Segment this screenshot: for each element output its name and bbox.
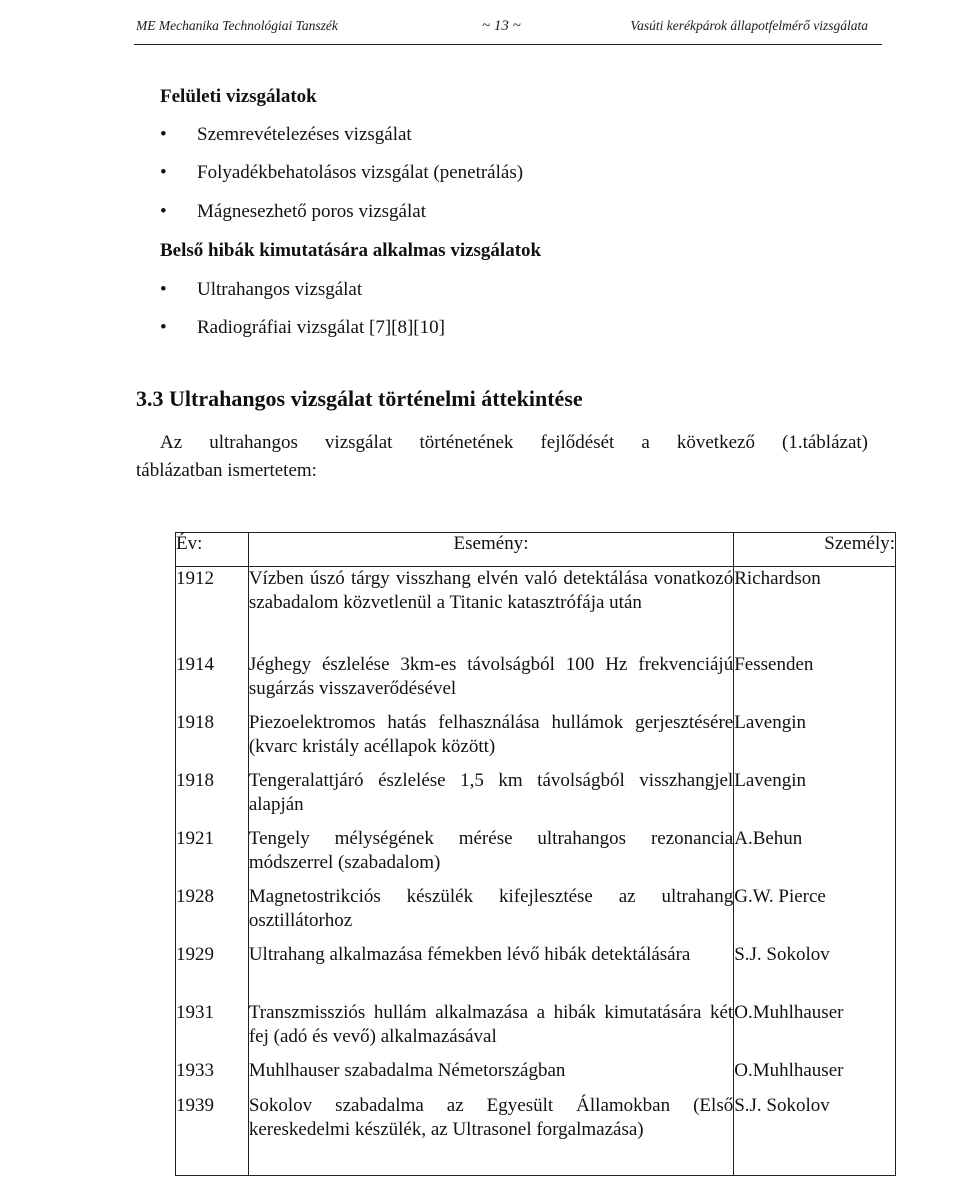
person-cell: Richardson [734,567,896,653]
year-cell: 1931 [176,1001,249,1059]
table-row [176,1059,896,1094]
history-table [175,532,896,1176]
person-cell: Fessenden [734,653,896,711]
surface-tests-heading: Felületi vizsgálatok [160,86,317,107]
person-cell: Lavengin [734,769,896,827]
person-cell: O.Muhlhauser [734,1001,896,1059]
bullet-icon: • [160,124,167,145]
event-cell: Sokolov szabadalma az Egyesült Államokban (Első kereskedelmi készülék, az Ultrasonel forgalmazása) [248,1094,733,1176]
year-cell: 1939 [176,1094,249,1176]
column-header-person: Személy: [734,533,896,567]
header-department: ME Mechanika Technológiai Tanszék [136,18,338,33]
event-cell: Tengely mélységének mérése ultrahangos rezonancia módszerrel (szabadalom) [248,827,733,885]
column-header-event: Esemény: [248,533,733,567]
column-header-year: Év: [176,533,249,567]
bullet-icon: • [160,162,167,183]
table-row [176,711,896,769]
list-item-label: Folyadékbehatolásos vizsgálat (penetrálás) [197,162,524,183]
list-item-label: Ultrahangos vizsgálat [197,279,363,300]
table-row [176,943,896,1001]
person-cell: O.Muhlhauser [734,1059,896,1094]
intro-paragraph-line-1: Az ultrahangos vizsgálat történetének fejlődését a következő (1.táblázat) [160,432,868,453]
table-row [176,653,896,711]
table-row [176,885,896,943]
list-item-label: Szemrevételezéses vizsgálat [197,124,412,145]
year-cell: 1918 [176,769,249,827]
bullet-icon: • [160,317,167,338]
person-cell: S.J. Sokolov [734,1094,896,1176]
event-cell: Tengeralattjáró észlelése 1,5 km távolságból visszhangjel alapján [248,769,733,827]
event-cell: Muhlhauser szabadalma Németországban [248,1059,733,1094]
person-cell: G.W. Pierce [734,885,896,943]
year-cell: 1918 [176,711,249,769]
list-item-label: Mágnesezhető poros vizsgálat [197,201,426,222]
bullet-icon: • [160,201,167,222]
bullet-icon: • [160,279,167,300]
year-cell: 1933 [176,1059,249,1094]
header-divider [134,44,882,45]
person-cell: S.J. Sokolov [734,943,896,1001]
header-page-number: ~ 13 ~ [482,18,521,34]
table-row [176,769,896,827]
page-header [136,18,868,40]
year-cell: 1912 [176,567,249,653]
person-cell: Lavengin [734,711,896,769]
event-cell: Ultrahang alkalmazása fémekben lévő hibák detektálására [248,943,733,1001]
person-cell: A.Behun [734,827,896,885]
section-title: 3.3 Ultrahangos vizsgálat történelmi áttekintése [136,386,583,411]
event-cell: Vízben úszó tárgy visszhang elvén való detektálása vonatkozó szabadalom közvetlenül a Titanic katasztrófája után [248,567,733,653]
table-row [176,827,896,885]
table-header-row [176,533,896,567]
list-item-label: Radiográfiai vizsgálat [7][8][10] [197,317,445,338]
header-document-title: Vasúti kerékpárok állapotfelmérő vizsgálata [630,18,868,33]
event-cell: Transzmissziós hullám alkalmazása a hibák kimutatására két fej (adó és vevő) alkalmazásával [248,1001,733,1059]
event-cell: Jéghegy észlelése 3km-es távolságból 100 Hz frekvenciájú sugárzás visszaverődésével [248,653,733,711]
table-row [176,1001,896,1059]
year-cell: 1928 [176,885,249,943]
event-cell: Magnetostrikciós készülék kifejlesztése az ultrahang osztillátorhoz [248,885,733,943]
intro-paragraph-line-2: táblázatban ismertetem: [136,460,317,481]
internal-defects-heading: Belső hibák kimutatására alkalmas vizsgálatok [160,240,542,261]
table-row [176,1094,896,1176]
year-cell: 1921 [176,827,249,885]
table-row [176,567,896,653]
year-cell: 1929 [176,943,249,1001]
year-cell: 1914 [176,653,249,711]
event-cell: Piezoelektromos hatás felhasználása hullámok gerjesztésére (kvarc kristály acéllapok között) [248,711,733,769]
